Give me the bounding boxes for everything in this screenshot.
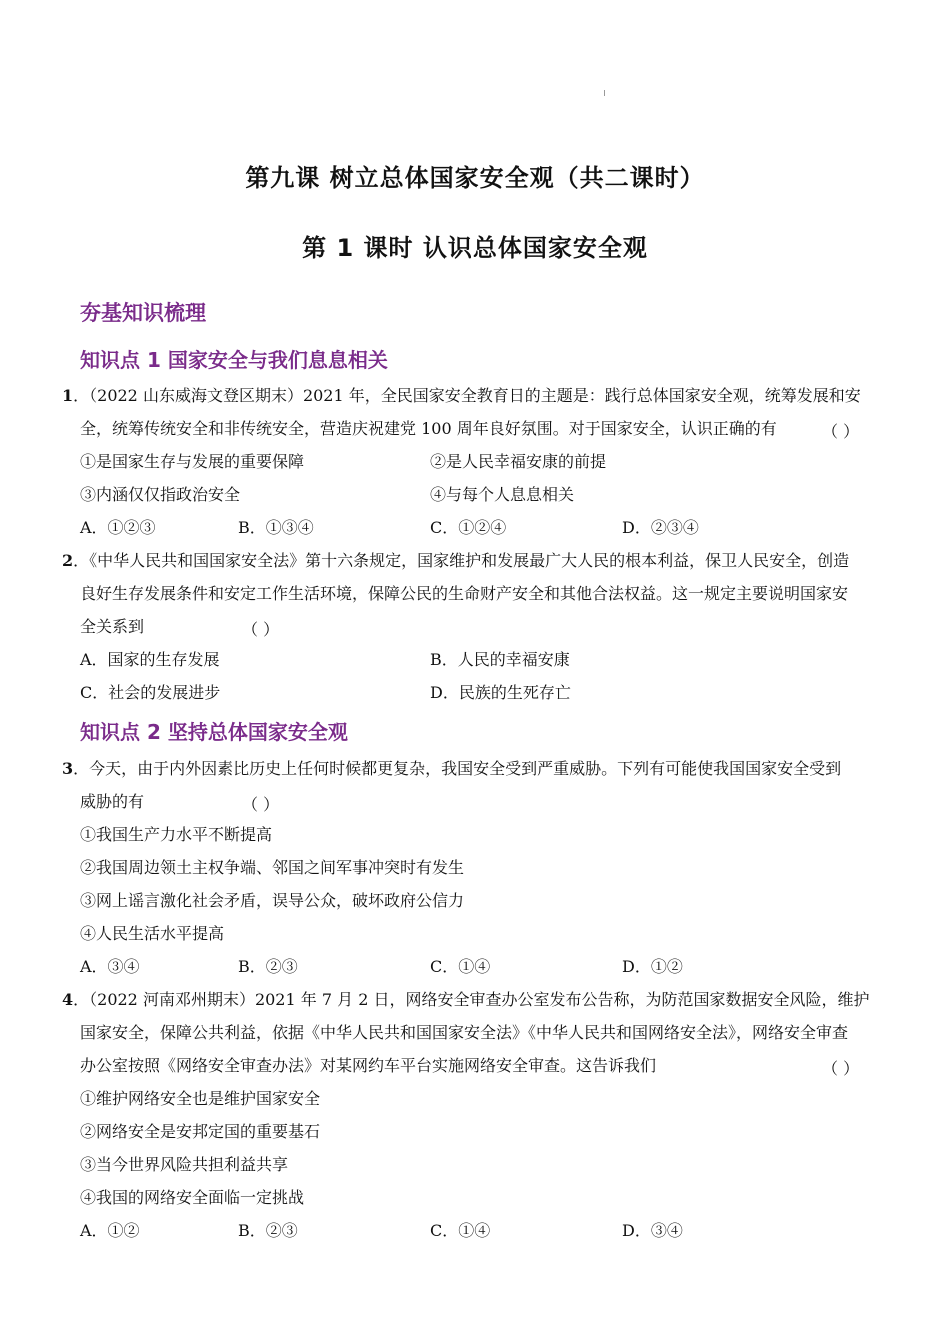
question-4-line-3: 办公室按照《网络安全审查办法》对某网约车平台实施网络安全审查。这告诉我们	[80, 1056, 657, 1075]
q1-option-b: B．①③④	[238, 518, 314, 537]
q1-statement-3: ③内涵仅仅指政治安全	[80, 485, 241, 504]
q4-statement-2: ②网络安全是安邦定国的重要基石	[80, 1122, 321, 1141]
question-2-line-1: 2．《中华人民共和国国家安全法》第十六条规定，国家维护和发展最广大人民的根本利益，保卫人民安全，创造	[62, 551, 850, 570]
answer-blank-4: （ ）	[822, 1059, 860, 1078]
knowledge-point-2: 知识点 2 坚持总体国家安全观	[80, 720, 348, 744]
question-4-number: 4	[62, 990, 74, 1009]
q3-statement-3: ③网上谣言激化社会矛盾，误导公众，破坏政府公信力	[80, 891, 465, 910]
question-1-line-2: 全，统筹传统安全和非传统安全，营造庆祝建党 100 周年良好氛围。对于国家安全，认识正确的有	[80, 419, 777, 438]
q3-statement-2: ②我国周边领土主权争端、邻国之间军事冲突时有发生	[80, 858, 465, 877]
answer-blank-2: （ ）	[242, 620, 280, 639]
q3-option-a: A．③④	[80, 957, 140, 976]
q4-option-b: B．②③	[238, 1221, 298, 1240]
header-mark	[604, 90, 605, 96]
q2-option-a: A．国家的生存发展	[80, 650, 220, 669]
section-heading: 夯基知识梳理	[80, 301, 206, 325]
page-title: 第九课 树立总体国家安全观（共二课时）	[245, 164, 705, 192]
q3-option-d: D．①②	[622, 957, 683, 976]
question-3-line-2: 威胁的有	[80, 792, 145, 811]
answer-blank-3: （ ）	[242, 795, 280, 814]
q4-option-d: D．③④	[622, 1221, 683, 1240]
q1-statement-1: ①是国家生存与发展的重要保障	[80, 452, 305, 471]
question-3-number: 3	[62, 759, 74, 778]
q3-option-c: C．①④	[430, 957, 491, 976]
question-2-number: 2	[62, 551, 74, 570]
question-2-line-3: 全关系到	[80, 617, 145, 636]
q1-option-c: C．①②④	[430, 518, 507, 537]
q4-statement-4: ④我国的网络安全面临一定挑战	[80, 1188, 305, 1207]
q4-statement-1: ①维护网络安全也是维护国家安全	[80, 1089, 321, 1108]
question-4-line-1: 4．（2022 河南邓州期末）2021 年 7 月 2 日，网络安全审查办公室发布公告称，为防范国家数据安全风险，维护	[62, 990, 870, 1009]
q3-statement-1: ①我国生产力水平不断提高	[80, 825, 273, 844]
q2-option-b: B．人民的幸福安康	[430, 650, 570, 669]
q4-option-a: A．①②	[80, 1221, 140, 1240]
q1-option-d: D．②③④	[622, 518, 699, 537]
question-4-line-2: 国家安全，保障公共利益，依据《中华人民共和国国家安全法》《中华人民共和国网络安全法》，网络安全审查	[80, 1023, 849, 1042]
knowledge-point-1: 知识点 1 国家安全与我们息息相关	[80, 348, 388, 372]
q1-statement-2: ②是人民幸福安康的前提	[430, 452, 607, 471]
q4-option-c: C．①④	[430, 1221, 491, 1240]
question-2-line-2: 良好生存发展条件和安定工作生活环境，保障公民的生命财产安全和其他合法权益。这一规定主要说明国家安	[80, 584, 849, 603]
q3-statement-4: ④人民生活水平提高	[80, 924, 225, 943]
q2-option-c: C．社会的发展进步	[80, 683, 221, 702]
q4-statement-3: ③当今世界风险共担利益共享	[80, 1155, 289, 1174]
q1-option-a: A．①②③	[80, 518, 156, 537]
question-1-number: 1	[62, 386, 74, 405]
answer-blank-1: （ ）	[822, 422, 860, 441]
page-subtitle: 第 1 课时 认识总体国家安全观	[302, 234, 648, 262]
q2-option-d: D．民族的生死存亡	[430, 683, 571, 702]
question-1-line-1: 1．（2022 山东威海文登区期末）2021 年，全民国家安全教育日的主题是：践行总体国家安全观，统筹发展和安	[62, 386, 861, 405]
q3-option-b: B．②③	[238, 957, 298, 976]
q1-statement-4: ④与每个人息息相关	[430, 485, 575, 504]
question-3-line-1: 3．今天，由于内外因素比历史上任何时候都更复杂，我国安全受到严重威胁。下列有可能使我国国家安全受到	[62, 759, 842, 778]
